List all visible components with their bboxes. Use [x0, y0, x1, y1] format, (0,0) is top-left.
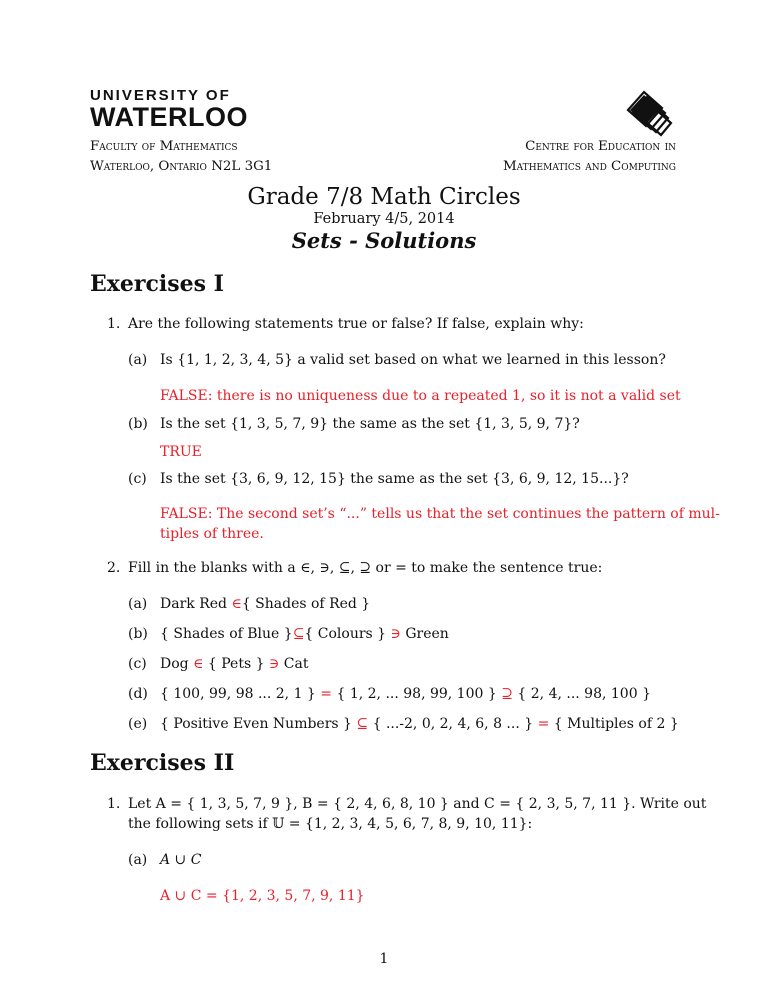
- item-question: Is {1, 1, 2, 3, 4, 5} a valid set based on what we learned in this lesson?: [160, 352, 666, 368]
- statement-text: Green: [400, 626, 449, 642]
- item-question: Is the set {3, 6, 9, 12, 15} the same as the set {3, 6, 9, 12, 15...}?: [160, 471, 629, 487]
- item-label: (c): [128, 656, 147, 672]
- question-number: 1.: [107, 316, 121, 332]
- statement-text: { Shades of Red }: [241, 596, 371, 612]
- statement-text: { 1, 2, ... 98, 99, 100 }: [332, 686, 502, 702]
- fill-blank-line: [160, 624, 449, 644]
- page-number: 1: [379, 951, 389, 967]
- fill-blank-line: [160, 714, 679, 734]
- faculty-name: Faculty of Mathematics: [90, 139, 238, 154]
- statement-text: { 100, 99, 98 ... 2, 1 }: [160, 686, 321, 702]
- statement-text: { Multiples of 2 }: [549, 716, 679, 732]
- faculty-address: Waterloo, Ontario N2L 3G1: [90, 159, 273, 174]
- fill-blank-line: [160, 594, 370, 614]
- section-heading-exercises-1: Exercises I: [90, 271, 224, 297]
- statement-text: { 2, 4, ... 98, 100 }: [512, 686, 651, 702]
- answer-symbol: =: [320, 686, 333, 702]
- centre-name-line1: Centre for Education in: [525, 139, 676, 154]
- university-logo: [90, 88, 248, 130]
- answer-symbol: ∈: [193, 656, 204, 672]
- item-question: A ∪ C: [160, 852, 202, 868]
- question-prompt: Fill in the blanks with a ∈, ∋, ⊆, ⊇ or = to make the sentence true:: [128, 560, 603, 576]
- item-label: (b): [128, 626, 148, 642]
- statement-text: { Pets }: [203, 656, 269, 672]
- statement-text: Cat: [279, 656, 309, 672]
- item-label: (a): [128, 596, 148, 612]
- question-prompt-line2: the following sets if 𝕌 = {1, 2, 3, 4, 5, 6, 7, 8, 9, 10, 11}:: [128, 816, 533, 832]
- page-title: Grade 7/8 Math Circles: [247, 184, 521, 210]
- university-logo-line1: UNIVERSITY OF: [90, 87, 231, 104]
- answer-symbol: ⊆: [292, 626, 305, 642]
- faculty-header: [90, 137, 272, 177]
- question-number: 2.: [107, 560, 121, 576]
- statement-text: { Shades of Blue }: [160, 626, 293, 642]
- item-question: Is the set {1, 3, 5, 7, 9} the same as the set {1, 3, 5, 9, 7}?: [160, 416, 580, 432]
- item-label: (d): [128, 686, 148, 702]
- centre-name-line2: Mathematics and Computing: [502, 159, 676, 174]
- question-prompt-line1: Let A = { 1, 3, 5, 7, 9 }, B = { 2, 4, 6, 8, 10 } and C = { 2, 3, 5, 7, 11 }. Write out: [128, 796, 707, 812]
- question-number: 1.: [107, 796, 121, 812]
- statement-text: { ...-2, 0, 2, 4, 6, 8 ... }: [368, 716, 538, 732]
- section-heading-exercises-2: Exercises II: [90, 750, 235, 776]
- answer-symbol: ∈: [231, 596, 242, 612]
- statement-text: Dog: [160, 656, 194, 672]
- question-prompt: Are the following statements true or false? If false, explain why:: [128, 316, 584, 332]
- item-answer: TRUE: [160, 444, 202, 460]
- university-logo-line2: WATERLOO: [90, 102, 248, 132]
- centre-header: [503, 137, 676, 177]
- answer-symbol: ⊇: [501, 686, 513, 702]
- answer-symbol: ∋: [390, 626, 401, 642]
- page-date: February 4/5, 2014: [313, 211, 455, 227]
- item-label: (a): [128, 352, 148, 368]
- statement-text: Dark Red: [160, 596, 232, 612]
- fill-blank-line: [160, 684, 651, 704]
- answer-symbol: =: [537, 716, 550, 732]
- item-label: (b): [128, 416, 148, 432]
- item-answer-line1: FALSE: The second set’s “...” tells us that the set continues the pattern of mul-: [160, 506, 720, 522]
- statement-text: { Colours }: [304, 626, 391, 642]
- fill-blank-line: [160, 654, 308, 674]
- statement-text: { Positive Even Numbers }: [160, 716, 357, 732]
- title-block: [0, 183, 768, 254]
- item-label: (c): [128, 471, 147, 487]
- item-answer-line2: tiples of three.: [160, 526, 264, 542]
- item-answer: A ∪ C = {1, 2, 3, 5, 7, 9, 11}: [160, 888, 365, 904]
- answer-symbol: ⊆: [356, 716, 369, 732]
- page-subtitle: Sets - Solutions: [291, 228, 477, 253]
- cemc-logo-icon: [618, 82, 678, 138]
- item-label: (a): [128, 852, 148, 868]
- answer-symbol: ∋: [268, 656, 280, 672]
- item-answer: FALSE: there is no uniqueness due to a repeated 1, so it is not a valid set: [160, 388, 681, 404]
- item-label: (e): [128, 716, 148, 732]
